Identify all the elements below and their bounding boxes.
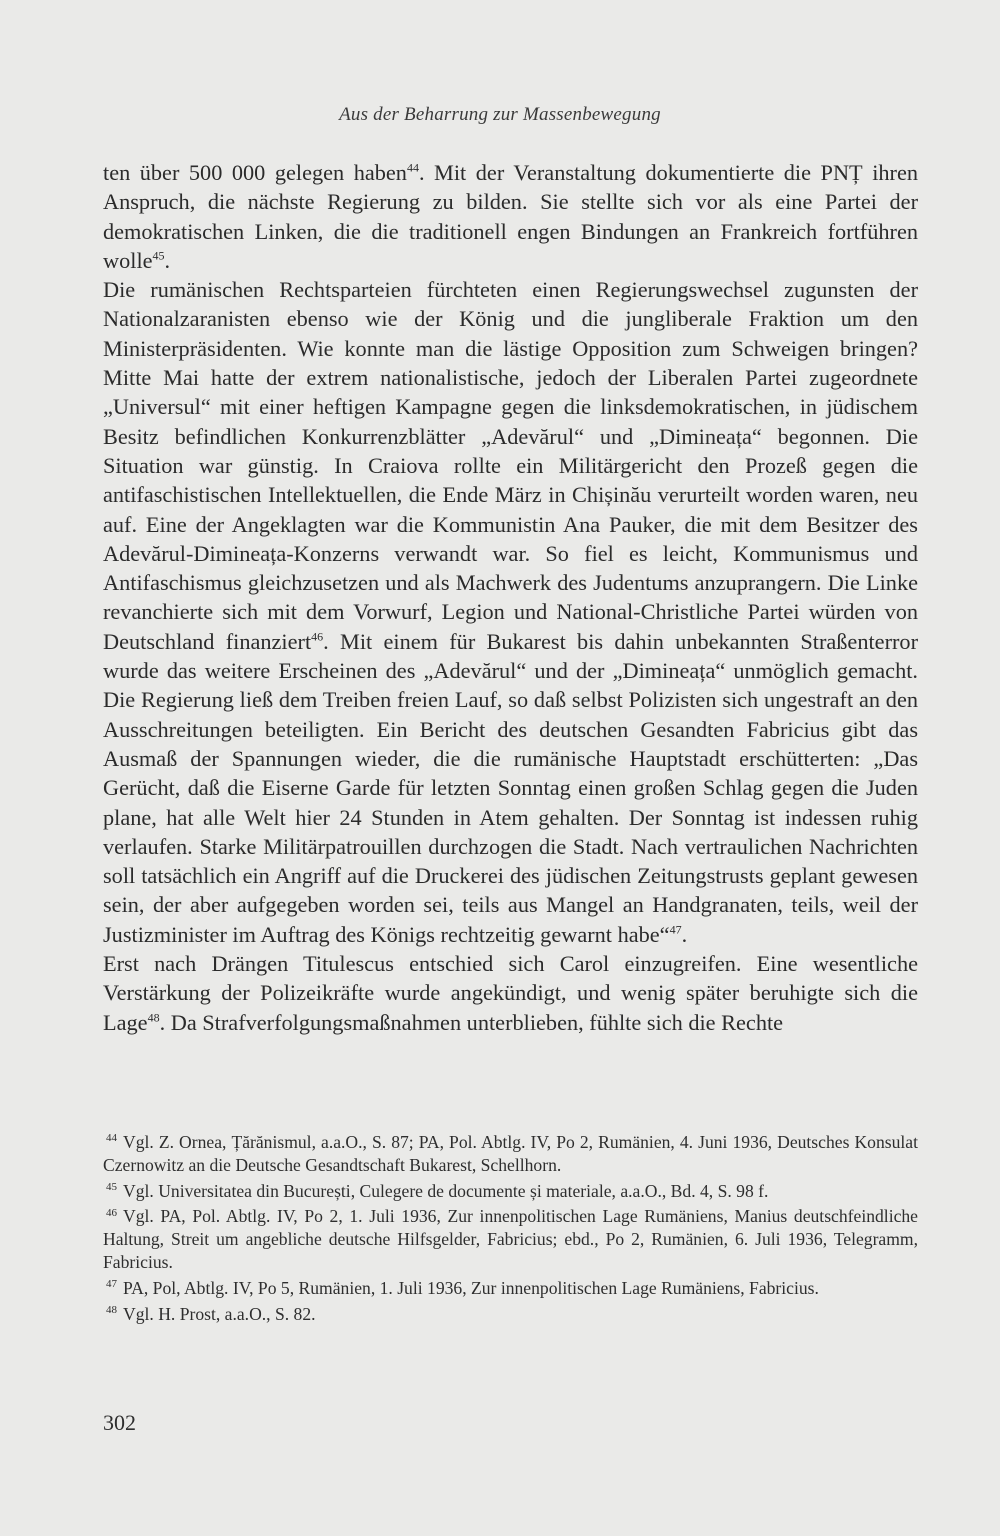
paragraph	[103, 275, 918, 949]
text-run: .	[681, 921, 688, 947]
paragraph	[103, 158, 918, 275]
footnote-text: Vgl. Z. Ornea, Țărănismul, a.a.O., S. 87; PA, Pol. Abtlg. IV, Po 2, Rumänien, 4. Juni 1936, Deutsches Konsulat Czernowitz an die Deutsche Gesandtschaft Bukarest, Schellhorn.	[103, 1132, 918, 1175]
footnote	[103, 1131, 918, 1177]
footnotes	[103, 1131, 918, 1328]
text-run: Die rumänischen Rechtsparteien fürchteten einen Regierungswechsel zugunsten der Nationalzaranisten ebenso wie der König und die jungliberale Fraktion um den Ministerpräsidenten. Wie konnte man die lästige Opposition zum Schweigen bringen? Mitte Mai hatte der extrem nationalistische, jedoch der Liberalen Partei zugeordnete „Universul“ mit einer heftigen Kampagne gegen die linksdemokratischen, in jüdischem Besitz befindlichen Konkurrenzblätter „Adevărul“ und „Dimineața“ begonnen. Die Situation war günstig. In Craiova rollte ein Militärgericht den Prozeß gegen die antifaschistischen Intellektuellen, die Ende März in Chișinău verurteilt worden waren, neu auf. Eine der Angeklagten war die Kommunistin Ana Pauker, die mit dem Besitzer des Adevărul-Dimineața-Konzerns verwandt war. So fiel es leicht, Kommunismus und Antifaschismus gleichzusetzen und als Machwerk des Judentums anzuprangern. Die Linke revanchierte sich mit dem Vorwurf, Legion und National-Christliche Partei würden von Deutschland finanziert	[103, 277, 918, 654]
text-run: ten über 500 000 gelegen haben	[103, 160, 407, 185]
body-text	[103, 158, 918, 1037]
text-run: . Da Strafverfolgungsmaßnahmen unterblieben, fühlte sich die Rechte	[159, 1009, 784, 1035]
footnote-text: Vgl. PA, Pol. Abtlg. IV, Po 2, 1. Juli 1936, Zur innenpolitischen Lage Rumäniens, Manius deutschfeindliche Haltung, Streit um angebliche deutsche Hilfsgelder, Fabricius; ebd., Po 2, Rumänien, 6. Juli 1936, Telegramm, Fabricius.	[103, 1206, 918, 1272]
footnote-number: 47	[106, 1277, 117, 1290]
footnote-text: Vgl. H. Prost, a.a.O., S. 82.	[123, 1303, 316, 1324]
text-run: Erst nach Drängen Titulescus entschied sich Carol einzugreifen. Eine wesentliche Verstärkung der Polizeikräfte wurde angekündigt, und wenig später beruhigte sich die Lage	[103, 951, 918, 1035]
footnote-text: PA, Pol, Abtlg. IV, Po 5, Rumänien, 1. Juli 1936, Zur innenpolitischen Lage Rumäniens, Fabricius.	[123, 1277, 819, 1298]
footnote-number: 46	[106, 1206, 117, 1219]
running-head: Aus der Beharrung zur Massenbewegung	[339, 104, 661, 125]
footnote-number: 45	[106, 1180, 117, 1193]
footnote	[103, 1180, 918, 1203]
paragraph	[103, 949, 918, 1037]
footnote-ref: 46	[311, 629, 324, 644]
text-run: . Mit einem für Bukarest bis dahin unbekannten Straßenterror wurde das weitere Erscheinen des „Adevărul“ und der „Dimineața“ unmöglich gemacht. Die Regierung ließ dem Treiben freien Lauf, so daß selbst Polizisten sich ungestraft an den Ausschreitungen beteiligten. Ein Bericht des deutschen Gesandten Fabricius gibt das Ausmaß der Spannungen wieder, die die rumänische Hauptstadt erschütterten: „Das Gerücht, daß die Eiserne Garde für letzten Sonntag einen großen Schlag gegen die Juden plane, hat alle Welt hier 24 Stunden in Atem gehalten. Der Sonntag ist indessen ruhig verlaufen. Starke Militärpatrouillen durchzogen die Stadt. Nach vertraulichen Nachrichten soll tatsächlich ein Angriff auf die Druckerei des jüdischen Zeitungstrusts geplant gewesen sein, der aber aufgegeben worden sei, teils aus Mangel an Handgranaten, teils, weil der Justizminister im Auftrag des Königs rechtzeitig gewarnt habe“	[103, 628, 918, 947]
page-number: 302	[103, 1410, 136, 1435]
footnote	[103, 1277, 918, 1300]
footnote-ref: 47	[669, 922, 682, 937]
footnote	[103, 1205, 918, 1273]
footnote	[103, 1303, 918, 1326]
footnote-ref: 44	[406, 160, 419, 175]
footnote-number: 48	[106, 1303, 117, 1316]
footnote-text: Vgl. Universitatea din București, Culegere de documente și materiale, a.a.O., Bd. 4, S. 98 f.	[123, 1180, 769, 1201]
text-run: . Mit der Veranstaltung dokumentierte die PNȚ ihren Anspruch, die nächste Regierung zu bilden. Sie stellte sich vor als eine Partei der demokratischen Linken, die die traditionell engen Bindungen an Frankreich fortführen wolle	[103, 160, 919, 273]
footnote-number: 44	[106, 1132, 117, 1145]
text-run: .	[164, 247, 171, 273]
footnote-ref: 45	[152, 248, 165, 263]
footnote-ref: 48	[147, 1010, 160, 1025]
